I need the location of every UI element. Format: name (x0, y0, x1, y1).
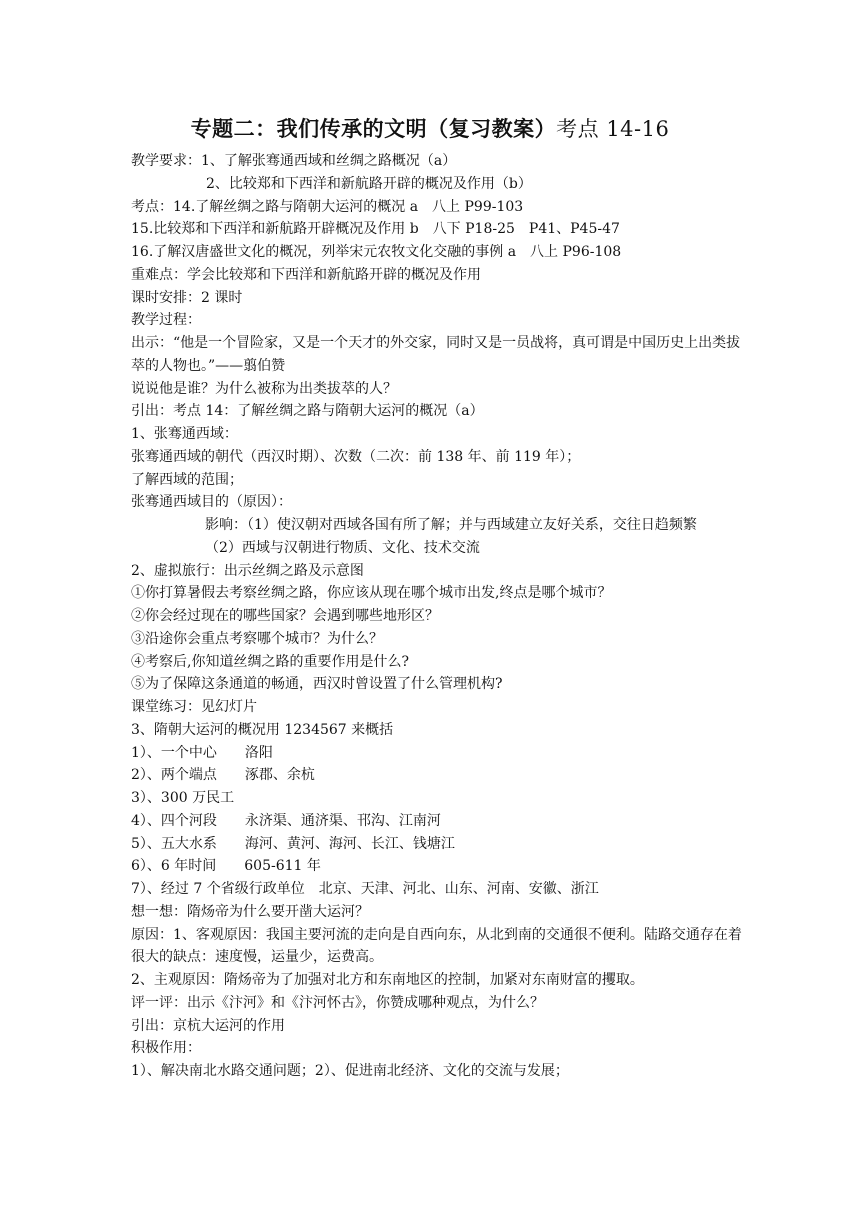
key-difficulty: 重难点：学会比较郑和下西洋和新航路开辟的概况及作用 (131, 266, 481, 283)
reason-subjective: 2、主观原因：隋炀帝为了加强对北方和东南地区的控制，加紧对东南财富的攫取。 (131, 972, 644, 988)
positive-role-heading: 积极作用： (131, 1040, 201, 1057)
teaching-requirement-2: 2、比较郑和下西洋和新航路开辟的概况及作用（b） (206, 175, 532, 192)
evaluate-line: 评一评：出示《汴河》和《汴河怀古》，你赞成哪种观点，为什么？ (131, 994, 544, 1011)
zhang-qian-purpose: 张骞通西域目的（原因）： (131, 494, 292, 511)
reason-objective: 原因：1、客观原因：我国主要河流的走向是自西向东，从北到南的交通很不便利。陆路交通存在着很大的缺点：速度慢，运量少，运费高。 (131, 926, 742, 966)
question-2: ②你会经过现在的哪些国家？会遇到哪些地形区？ (131, 608, 439, 624)
question-1: ①你打算暑假去考察丝绸之路，你应该从现在哪个城市出发,终点是哪个城市？ (131, 585, 612, 602)
canal-item-6: 6）、6 年时间 605-611 年 (131, 858, 321, 875)
positive-role-items: 1）、解决南北水路交通问题；2）、促进南北经济、文化的交流与发展； (131, 1063, 569, 1079)
canal-item-4: 4）、四个河段 永济渠、通济渠、邗沟、江南河 (131, 812, 441, 829)
think-question: 想一想：隋炀帝为什么要开凿大运河？ (131, 903, 369, 920)
western-regions-scope: 了解西域的范围； (131, 471, 243, 488)
canal-item-3: 3）、300 万民工 (131, 790, 235, 806)
intro-exam-point-14: 引出：考点 14：了解丝绸之路与隋朝大运河的概况（a） (131, 403, 484, 420)
question-line: 说说他是谁？为什么被称为出类拔萃的人？ (131, 380, 397, 397)
section-grand-canal: 3、隋朝大运河的概况用 1234567 来概括 (131, 721, 394, 738)
zhang-qian-dynasty: 张骞通西域的朝代（西汉时期）、次数（二次：前 138 年、前 119 年）； (131, 448, 581, 465)
canal-item-2: 2）、两个端点 涿郡、余杭 (131, 767, 315, 784)
teaching-requirement: 教学要求：1、了解张骞通西域和丝绸之路概况（a） (131, 153, 457, 169)
section-virtual-travel: 2、虚拟旅行：出示丝绸之路及示意图 (131, 562, 364, 579)
intro-canal-role: 引出：京杭大运河的作用 (131, 1017, 285, 1034)
quote-paragraph: 出示：“他是一个冒险家，又是一个天才的外交家，同时又是一员战将，真可谓是中国历史上出类拔萃的人物也。”——翦伯赞 (131, 335, 741, 374)
exam-point-14: 考点：14.了解丝绸之路与隋朝大运河的概况 a 八上 P99-103 (131, 198, 524, 215)
class-exercise: 课堂练习：见幻灯片 (131, 699, 257, 715)
exam-point-15: 15.比较郑和下西洋和新航路开辟概况及作用 b 八下 P18-25 P41、P45-47 (131, 221, 620, 238)
document-body (131, 150, 743, 1083)
teaching-process-heading: 教学过程： (131, 312, 201, 329)
document-title (0, 113, 860, 143)
class-schedule: 课时安排：2 课时 (131, 289, 243, 306)
question-5: ⑤为了保障这条通道的畅通，西汉时曾设置了什么管理机构? (131, 676, 503, 693)
influence-2: （2）西域与汉朝进行物质、文化、技术交流 (205, 539, 480, 556)
title-suffix: 考点 14-16 (556, 117, 670, 141)
canal-item-5: 5）、五大水系 海河、黄河、海河、长江、钱塘江 (131, 835, 455, 852)
question-4: ④考察后,你知道丝绸之路的重要作用是什么? (131, 653, 409, 670)
canal-item-7: 7）、经过 7 个省级行政单位 北京、天津、河北、山东、河南、安徽、浙江 (131, 881, 599, 897)
influence-1 (131, 514, 743, 537)
exam-point-16: 16.了解汉唐盛世文化的概况，列举宋元农牧文化交融的事例 a 八上 P96-108 (131, 244, 622, 260)
canal-item-1: 1）、一个中心 洛阳 (131, 744, 273, 761)
influence-1-text: 影响：（1）使汉朝对西域各国有所了解；并与西域建立友好关系，交往日趋频繁 (205, 517, 697, 533)
question-3: ③沿途你会重点考察哪个城市？为什么？ (131, 630, 383, 647)
section-zhang-qian: 1、张骞通西域： (131, 426, 238, 442)
title-main: 专题二：我们传承的文明（复习教案） (190, 116, 557, 141)
